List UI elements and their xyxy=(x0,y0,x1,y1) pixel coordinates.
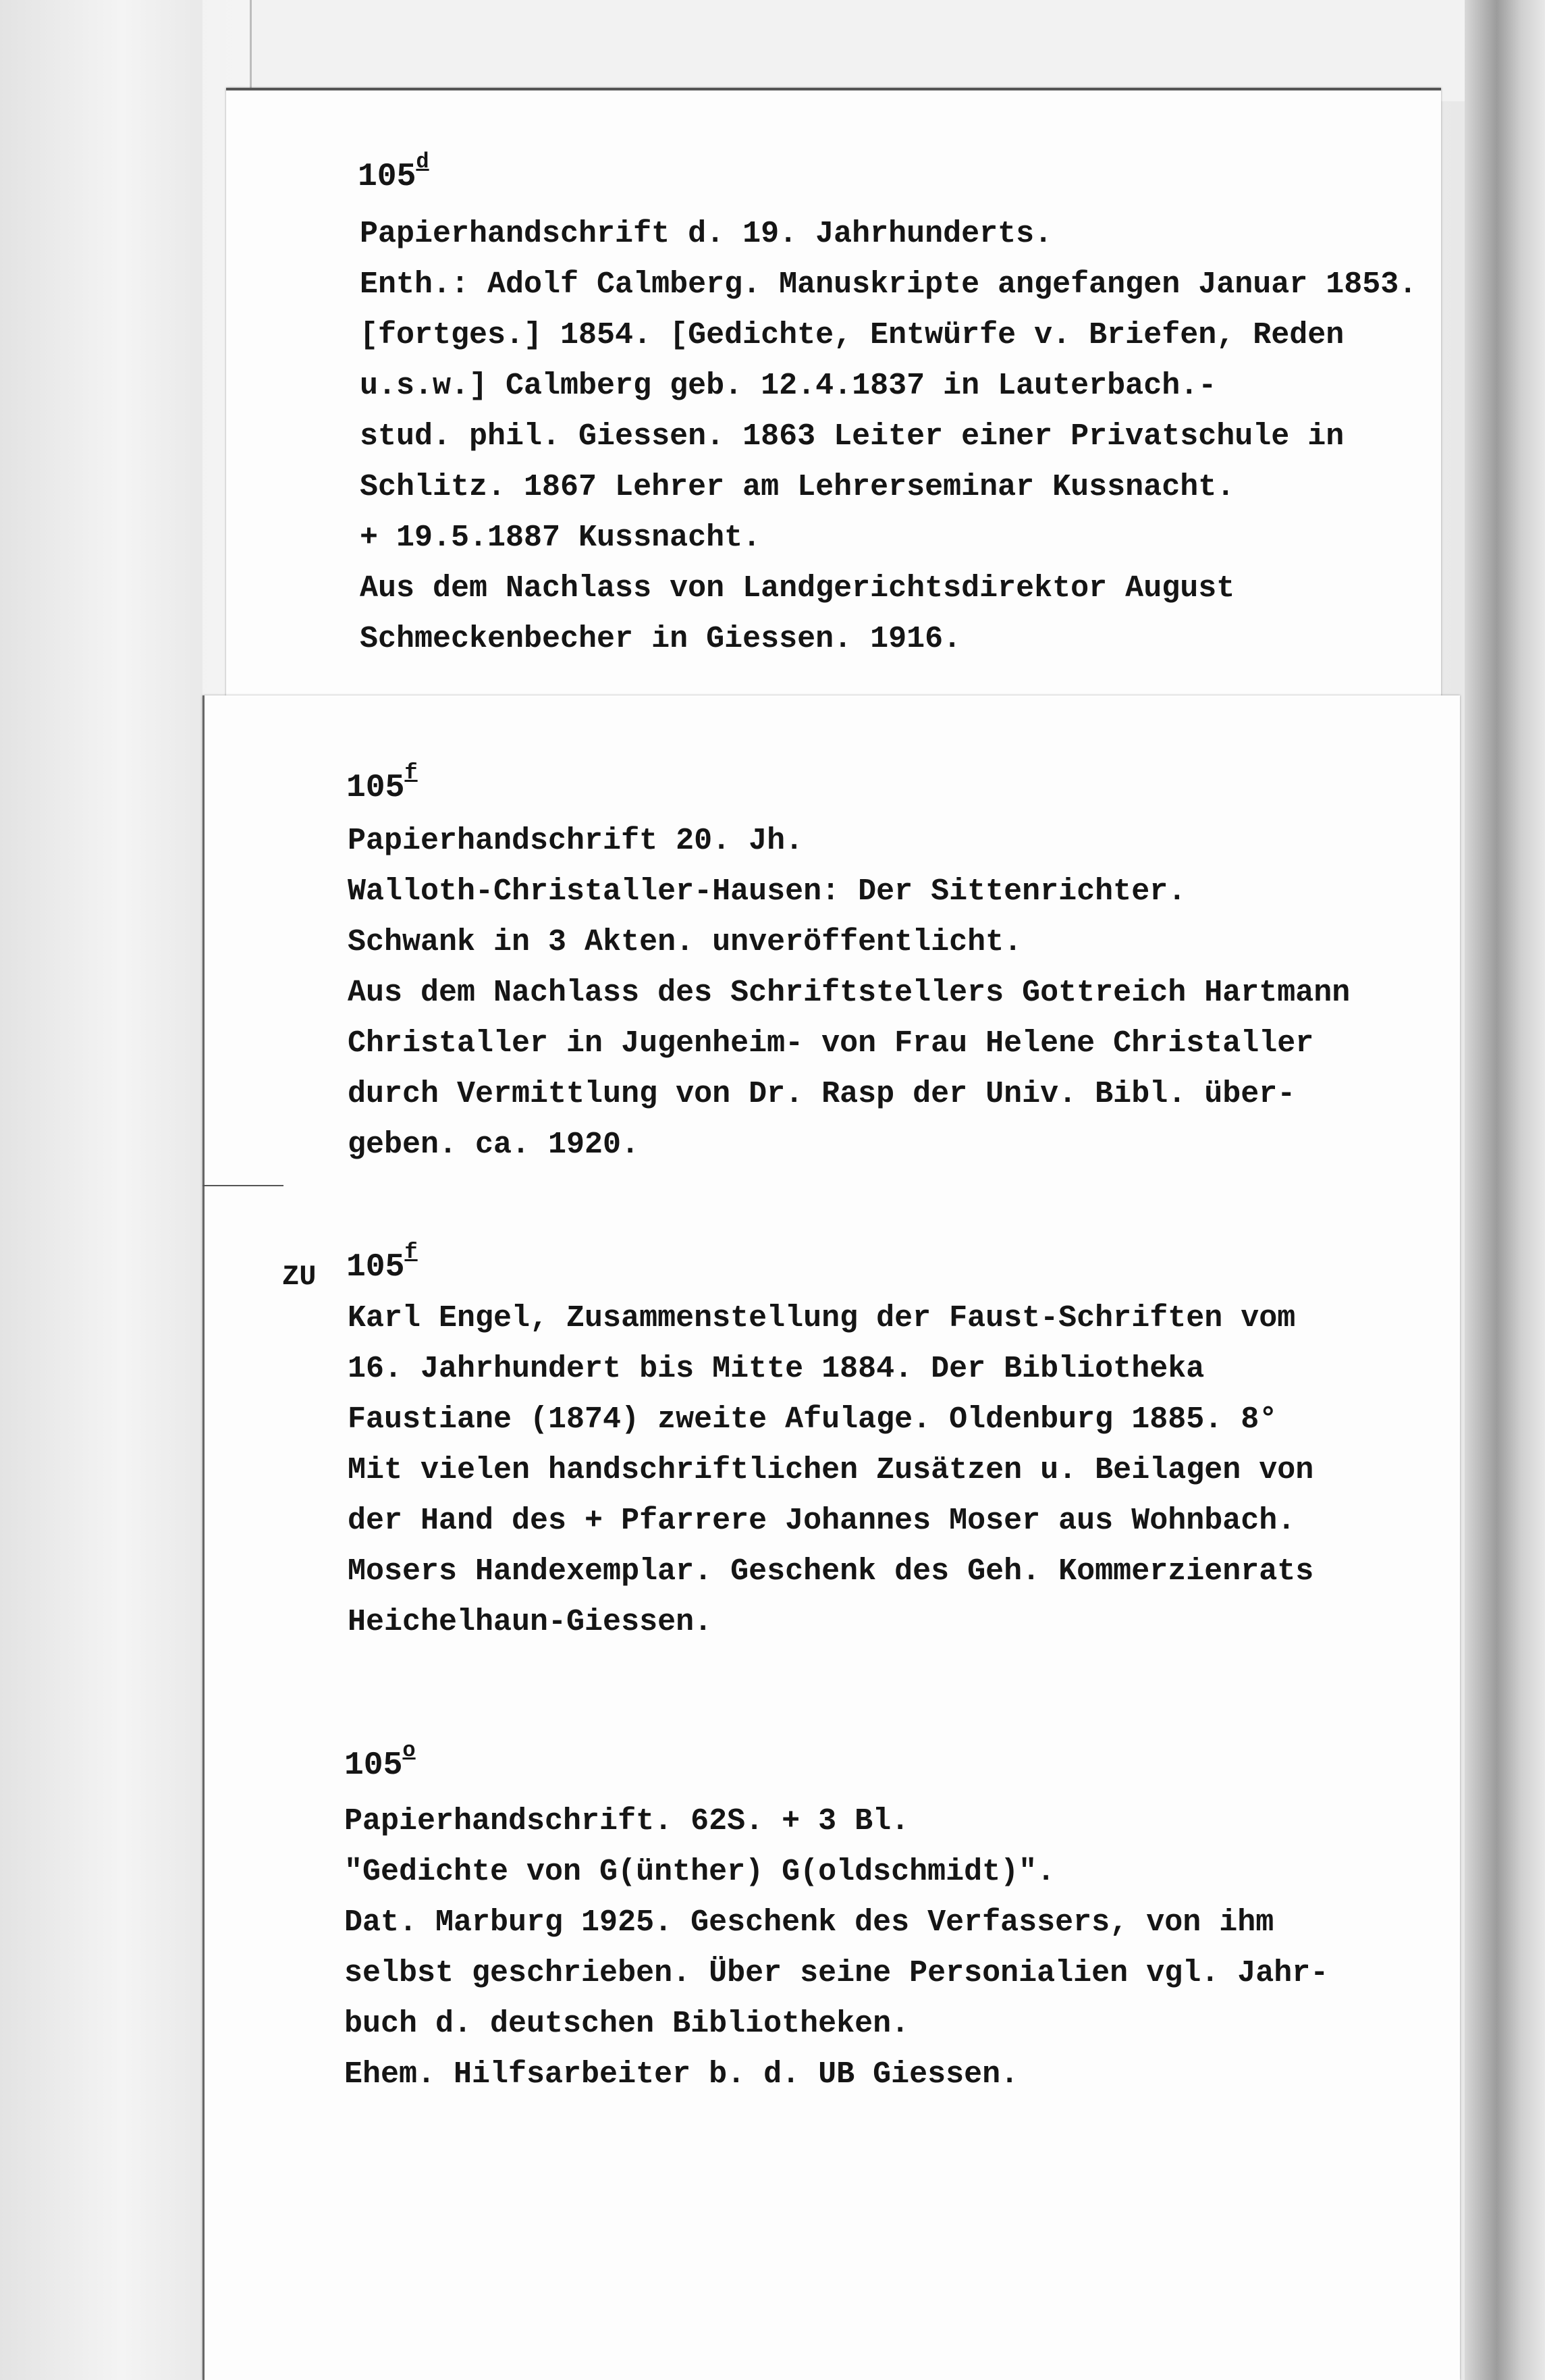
entry-line: Aus dem Nachlass von Landgerichtsdirektor August xyxy=(360,571,1235,606)
entry-line: der Hand des + Pfarrere Johannes Moser aus Wohnbach. xyxy=(348,1504,1296,1538)
entry-line: Faustiane (1874) zweite Afulage. Oldenburg 1885. 8° xyxy=(348,1402,1278,1437)
entry-line: Mosers Handexemplar. Geschenk des Geh. Kommerzienrats xyxy=(348,1554,1314,1589)
underlying-card-edge-right xyxy=(1465,0,1545,2380)
entry-line: 16. Jahrhundert bis Mitte 1884. Der Bibliotheka xyxy=(348,1352,1205,1386)
card-edge-line xyxy=(202,1185,283,1186)
entry-line: geben. ca. 1920. xyxy=(348,1128,640,1162)
entry-line: Mit vielen handschriftlichen Zusätzen u. Beilagen von xyxy=(348,1453,1314,1487)
underlying-card-top xyxy=(250,0,1541,101)
zu-prefix: ZU xyxy=(282,1261,317,1293)
entry-line: Papierhandschrift d. 19. Jahrhunderts. xyxy=(360,217,1053,251)
entry-line: Papierhandschrift. 62S. + 3 Bl. xyxy=(344,1804,910,1839)
entry-line: Ehem. Hilfsarbeiter b. d. UB Giessen. xyxy=(344,2057,1019,2092)
entry-line: Dat. Marburg 1925. Geschenk des Verfassers, von ihm xyxy=(344,1905,1274,1940)
shelfmark-suffix: f xyxy=(404,1240,418,1265)
entry-line: selbst geschrieben. Über seine Personialien vgl. Jahr- xyxy=(344,1956,1329,1990)
entry-line: Christaller in Jugenheim- von Frau Helene Christaller xyxy=(348,1026,1314,1061)
entry-line: Enth.: Adolf Calmberg. Manuskripte angefangen Januar 1853. xyxy=(360,267,1417,302)
entry-line: u.s.w.] Calmberg geb. 12.4.1837 in Lauterbach.- xyxy=(360,369,1217,403)
entry-line: stud. phil. Giessen. 1863 Leiter einer Privatschule in xyxy=(360,419,1345,454)
entry-line: [fortges.] 1854. [Gedichte, Entwürfe v. Briefen, Reden xyxy=(360,318,1345,352)
entry-line: Schmeckenbecher in Giessen. 1916. xyxy=(360,622,962,656)
entry-line: "Gedichte von G(ünther) G(oldschmidt)". xyxy=(344,1855,1056,1889)
entry-line: Heichelhaun-Giessen. xyxy=(348,1605,713,1639)
entry-line: Karl Engel, Zusammenstellung der Faust-Schriften vom xyxy=(348,1301,1296,1336)
shelfmark: 105$^f$ xyxy=(346,760,418,806)
underlying-card-edge-left xyxy=(0,0,202,2380)
entry-line: Papierhandschrift 20. Jh. xyxy=(348,824,804,858)
shelfmark: 105$^o$ xyxy=(344,1738,416,1784)
shelfmark: 105$^d$ xyxy=(358,149,429,195)
entry-line: Schlitz. 1867 Lehrer am Lehrerseminar Kussnacht. xyxy=(360,470,1235,504)
shelfmark-suffix: f xyxy=(404,760,418,785)
entry-line: + 19.5.1887 Kussnacht. xyxy=(360,521,761,555)
entry-line: Walloth-Christaller-Hausen: Der Sittenrichter. xyxy=(348,874,1187,909)
entry-line: Aus dem Nachlass des Schriftstellers Gottreich Hartmann xyxy=(348,976,1351,1010)
shelfmark-suffix: o xyxy=(402,1738,416,1763)
shelfmark: 105$^f$ xyxy=(346,1240,418,1286)
entry-line: durch Vermittlung von Dr. Rasp der Univ. Bibl. über- xyxy=(348,1077,1296,1111)
entry-line: Schwank in 3 Akten. unveröffentlicht. xyxy=(348,925,1023,959)
entry-line: buch d. deutschen Bibliotheken. xyxy=(344,2007,910,2041)
shelfmark-suffix: d xyxy=(416,149,429,174)
